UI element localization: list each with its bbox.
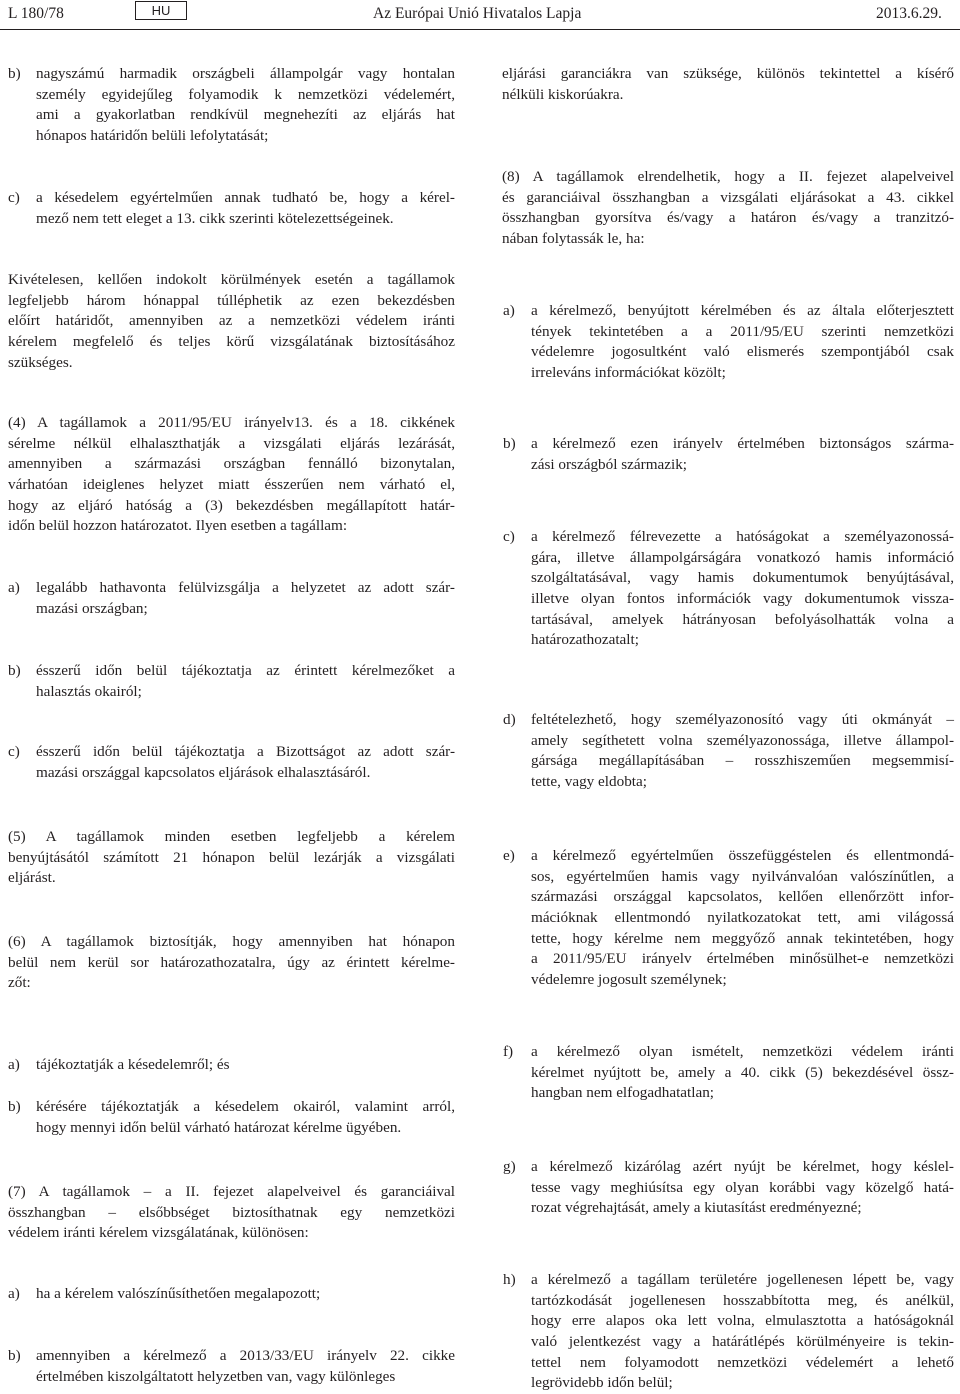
text-line: értelmében kiszolgáltatott helyzetben van, vagy különleges [36, 1367, 396, 1385]
item-label: e) [503, 847, 515, 864]
text-line: hónapos határidőn belüli lefolytatását; [36, 127, 269, 145]
journal-title: Az Európai Unió Hivatalos Lapja [373, 5, 582, 22]
left-item-4c [8, 742, 455, 783]
left-item-4a [8, 578, 455, 619]
text-line: amennyiben a kérelmező a 2013/33/EU irányelv 22. cikke [36, 1347, 455, 1364]
text-line: származási országgal kapcsolatos, kellően ellenőrzött infor- [531, 888, 954, 906]
text-line: a kérelmező a tagállam területére jogellenesen lépett be, vagy [531, 1271, 954, 1288]
text-line: mazási országgal kapcsolatos eljárások elhalasztásáról. [36, 763, 371, 781]
text-line: belül nem kerül sor határozathozatalra, úgy az érintett kérelme- [8, 953, 455, 971]
right-paragraph-8 [502, 167, 954, 250]
header-rule [0, 29, 960, 30]
text-line: feltételezhető, hogy személyazonosító vagy úti okmányát – [531, 711, 954, 728]
text-line: zőt: [8, 974, 31, 992]
left-paragraph-exception [8, 270, 455, 373]
item-label: f) [503, 1043, 514, 1060]
left-item-4b [8, 661, 455, 702]
left-item-6b [8, 1097, 455, 1138]
text-line: amely segíthetett volna személyazonossága, illetve állampol- [531, 731, 954, 749]
text-line: személy egyidejűleg folyamodik k nemzetközi védelemért, [36, 85, 455, 103]
text-line: hogy erre alapos oka lett volna, elmulasztotta a hatóságoknál [531, 1312, 954, 1330]
left-paragraph-5 [8, 827, 455, 889]
text-line: tette, vagy eldobta; [531, 773, 647, 791]
text-line: a kérelmező, benyújtott kérelmében és az általa előterjesztett [531, 302, 954, 319]
text-line: halasztás okairól; [36, 682, 142, 700]
right-item-d [503, 710, 954, 793]
text-line: és garanciáival összhangban a vizsgálati eljárásokat a 43. cikkel [502, 188, 954, 206]
item-label: c) [8, 189, 20, 206]
left-paragraph-6 [8, 932, 455, 994]
publication-date: 2013.6.29. [876, 5, 942, 22]
item-label: b) [8, 65, 21, 82]
text-line: a 2011/95/EU irányelv értelmében minősülhet-e nemzetközi [531, 950, 954, 968]
text-line: ésszerű időn belül tájékoztatja az érintett kérelmezőket a [36, 662, 455, 679]
text-line: zási országból származik; [531, 455, 688, 473]
text-line: (5) A tagállamok minden esetben legfeljebb a kérelem [8, 828, 455, 845]
text-line: hogy az eljáró hatóság a (3) bekezdésben megállapított határ- [8, 496, 455, 514]
text-line: összhangban – elsőbbséget biztosíthatnak egy nemzetközi [8, 1203, 455, 1221]
text-line: való jelentkezést vagy a határátlépés körülményeire is tekin- [531, 1333, 954, 1351]
text-line: sérelme nélkül elhalaszthatják a vizsgálati eljárás lezárását, [8, 434, 455, 452]
item-label: d) [503, 711, 516, 728]
text-line: védelem iránti kérelem vizsgálatának, különösen: [8, 1224, 309, 1242]
item-label: c) [503, 528, 515, 545]
text-line: szolgáltatásával, vagy hamis dokumentumok benyújtásával, [531, 569, 954, 587]
text-line: a kérelmező egyértelműen összefüggéstelen és ellentmondá- [531, 847, 954, 864]
item-label: a) [8, 1285, 20, 1302]
text-line: tette, hogy kérelme nem meggyőző annak tekintetében, hogy [531, 929, 954, 947]
text-line: (8) A tagállamok elrendelhetik, hogy a II. fejezet alapelveivel [502, 168, 954, 185]
text-line: hangban nem elfogadhatatlan; [531, 1084, 715, 1102]
item-label: a) [503, 302, 515, 319]
item-label: b) [503, 435, 516, 452]
item-label: g) [503, 1158, 516, 1175]
text-line: illetve olyan fontos információk vagy dokumentumok vissza- [531, 590, 954, 608]
text-line: legalább hathavonta felülvizsgálja a helyzetet az adott szár- [36, 579, 455, 596]
text-line: gára, illetve állampolgárságára vonatkozó hamis információ [531, 548, 954, 566]
text-line: védelemre jogosult személynek; [531, 971, 727, 989]
text-line: nélküli kiskorúakra. [502, 85, 624, 103]
text-line: mációknak ellentmondó nyilatkozatokat tett, ami világossá [531, 909, 954, 927]
text-line: tájékoztatják a késedelemről; és [36, 1056, 230, 1073]
text-line: ami a gyakorlatban rendkívül megnehezíti az eljárás hat [36, 106, 455, 124]
text-line: ha a kérelem valószínűsíthetően megalapozott; [36, 1285, 321, 1302]
text-line: a kérelmező olyan ismételt, nemzetközi védelem iránti [531, 1043, 954, 1060]
text-line: legfeljebb három hónappal túlléphetik az ezen bekezdésben [8, 291, 455, 309]
left-paragraph-7 [8, 1182, 455, 1244]
text-line: benyújtásától számított 21 hónapon belül lezárják a vizsgálati [8, 848, 455, 866]
text-line: eljárási garanciákra van szüksége, különös tekintettel a kísérő [502, 65, 954, 82]
text-line: tettel nem folyamodott nemzetközi védelemért a lehető [531, 1353, 954, 1371]
text-line: nagyszámú harmadik országbeli állampolgár vagy hontalan [36, 65, 455, 82]
text-line: összhangban gyorsítva és/vagy a határon és/vagy a tranzitzó- [502, 209, 954, 227]
right-item-b [503, 434, 954, 475]
text-line: a kérelmező félrevezette a hatóságokat a személyazonossá- [531, 528, 954, 545]
right-continuation [502, 64, 954, 105]
left-item-b [8, 64, 455, 147]
text-line: a kérelmező kizárólag azért nyújt be kérelmet, hogy késlel- [531, 1158, 954, 1175]
text-line: tesse vagy meghiúsítsa egy olyan korábbi vagy közelgő hatá- [531, 1178, 954, 1196]
text-line: rozat végrehajtását, amely a kiutasítást eredményezné; [531, 1199, 862, 1217]
text-line: kérelem megfelelő és teljes körű vizsgálatának biztosításához [8, 333, 455, 351]
left-item-6a [8, 1055, 455, 1076]
text-line: tartózkodását jogellenesen hosszabbította meg, és anélkül, [531, 1291, 954, 1309]
text-line: (7) A tagállamok – a II. fejezet alapelveivel és garanciáival [8, 1183, 455, 1200]
text-line: gársága megállapításában – rosszhiszeműen megsemmisí- [531, 752, 954, 770]
text-line: sos, egyértelműen hamis vagy nyilvánvalóan valószínűtlen, a [531, 867, 954, 885]
left-paragraph-4 [8, 413, 455, 537]
text-line: kérelmet nyújtott be, amely a 40. cikk (5) bekezdésével össz- [531, 1063, 954, 1081]
text-line: a kérelmező ezen irányelv értelmében biztonságos szárma- [531, 435, 954, 452]
item-label: h) [503, 1271, 516, 1288]
text-line: kérésére tájékoztatják a késedelem okairól, valamint arról, [36, 1098, 455, 1115]
item-label: b) [8, 1347, 21, 1364]
text-line: szükséges. [8, 353, 73, 371]
text-line: időn belül hozzon határozatot. Ilyen esetben a tagállam: [8, 517, 348, 535]
text-line: előírt határidőt, amennyiben az a nemzetközi védelem iránti [8, 312, 455, 330]
text-line: mező nem tett eleget a 13. cikk szerinti kötelezettségeinek. [36, 209, 394, 227]
right-item-g [503, 1157, 954, 1219]
text-line: (6) A tagállamok biztosítják, hogy amennyiben hat hónapon [8, 933, 455, 950]
text-line: határozathozatalt; [531, 631, 639, 649]
text-line: Kivételesen, kellően indokolt körülmények esetén a tagállamok [8, 271, 455, 288]
text-line: hogy mennyi időn belül várható határozat kérelme ügyében. [36, 1118, 402, 1136]
text-line: tények tekintetében a a 2011/95/EU szerinti nemzetközi [531, 322, 954, 340]
text-line: mazási országban; [36, 599, 148, 617]
right-item-h [503, 1270, 954, 1394]
right-item-a [503, 301, 954, 384]
text-line: védelemre jogosultként való elismerés szempontjából csak [531, 343, 954, 361]
item-label: b) [8, 662, 21, 679]
right-item-e [503, 846, 954, 991]
right-item-f [503, 1042, 954, 1104]
text-line: várhatóan ideiglenes helyzet miatt ésszerűen nem várható el, [8, 476, 455, 494]
page-number: L 180/78 [8, 5, 64, 22]
text-line: legrövidebb időn belül; [531, 1374, 673, 1392]
item-label: a) [8, 579, 20, 596]
left-item-7b [8, 1346, 455, 1387]
text-line: ésszerű időn belül tájékoztatja a Bizottságot az adott szár- [36, 743, 455, 760]
text-line: amennyiben a származási országban fennálló bizonytalan, [8, 455, 455, 473]
text-line: nában folytassák le, ha: [502, 230, 645, 248]
left-item-7a [8, 1284, 455, 1305]
text-line: tartásával, amelyek hátrányosan befolyásolhatták volna a [531, 610, 954, 628]
item-label: c) [8, 743, 20, 760]
text-line: irreleváns információkat közölt; [531, 364, 726, 382]
text-line: a késedelem egyértelműen annak tudható be, hogy a kérel- [36, 189, 455, 206]
text-line: (4) A tagállamok a 2011/95/EU irányelv13. és a 18. cikkének [8, 414, 455, 431]
text-line: eljárást. [8, 869, 56, 887]
left-item-c [8, 188, 455, 229]
item-label: a) [8, 1056, 20, 1073]
language-code: HU [135, 1, 187, 20]
item-label: b) [8, 1098, 21, 1115]
right-item-c [503, 527, 954, 651]
